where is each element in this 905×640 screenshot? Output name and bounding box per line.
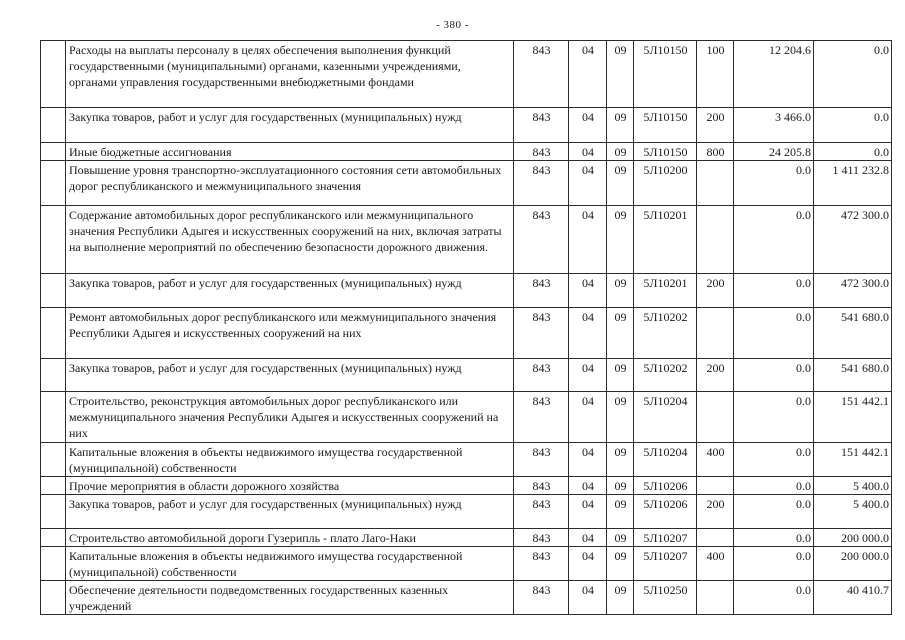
amount-1: 0.0 xyxy=(734,392,814,443)
expense-type-code xyxy=(697,308,734,359)
subsection-code: 09 xyxy=(607,41,634,108)
target-article-code: 5Л10204 xyxy=(634,392,697,443)
ved-code: 843 xyxy=(514,581,569,615)
amount-1: 0.0 xyxy=(734,359,814,392)
section-code: 04 xyxy=(569,495,607,529)
target-article-code: 5Л10200 xyxy=(634,161,697,206)
item-name: Строительство, реконструкция автомобильных дорог республиканского или межмуниципального значения Республики Адыгея и искусственных сооружений на них xyxy=(66,392,514,443)
table-row xyxy=(41,443,892,477)
amount-1: 0.0 xyxy=(734,547,814,581)
table-row xyxy=(41,108,892,143)
row-index-cell xyxy=(41,392,66,443)
expense-type-code xyxy=(697,529,734,547)
ved-code: 843 xyxy=(514,392,569,443)
section-code: 04 xyxy=(569,274,607,308)
table-body xyxy=(41,41,892,615)
target-article-code: 5Л10202 xyxy=(634,308,697,359)
table-row xyxy=(41,529,892,547)
item-name: Строительство автомобильной дороги Гузерипль - плато Лаго-Наки xyxy=(66,529,514,547)
subsection-code: 09 xyxy=(607,108,634,143)
amount-1: 0.0 xyxy=(734,495,814,529)
expense-type-code xyxy=(697,477,734,495)
item-name: Иные бюджетные ассигнования xyxy=(66,143,514,161)
expense-type-code xyxy=(697,392,734,443)
amount-1: 0.0 xyxy=(734,206,814,274)
expense-type-code xyxy=(697,206,734,274)
section-code: 04 xyxy=(569,206,607,274)
amount-2: 0.0 xyxy=(814,108,892,143)
section-code: 04 xyxy=(569,108,607,143)
section-code: 04 xyxy=(569,392,607,443)
target-article-code: 5Л10150 xyxy=(634,41,697,108)
row-index-cell xyxy=(41,547,66,581)
target-article-code: 5Л10250 xyxy=(634,581,697,615)
ved-code: 843 xyxy=(514,477,569,495)
subsection-code: 09 xyxy=(607,308,634,359)
table-row xyxy=(41,495,892,529)
expense-type-code: 800 xyxy=(697,143,734,161)
expense-type-code: 200 xyxy=(697,108,734,143)
item-name: Расходы на выплаты персоналу в целях обеспечения выполнения функций государственными (муниципальными) органами, казенными учреждениями, органами управления государственными внебюджетными фондами xyxy=(66,41,514,108)
subsection-code: 09 xyxy=(607,495,634,529)
table-row xyxy=(41,581,892,615)
target-article-code: 5Л10150 xyxy=(634,143,697,161)
amount-2: 472 300.0 xyxy=(814,274,892,308)
row-index-cell xyxy=(41,143,66,161)
target-article-code: 5Л10206 xyxy=(634,477,697,495)
amount-2: 0.0 xyxy=(814,41,892,108)
row-index-cell xyxy=(41,581,66,615)
row-index-cell xyxy=(41,308,66,359)
ved-code: 843 xyxy=(514,495,569,529)
row-index-cell xyxy=(41,206,66,274)
subsection-code: 09 xyxy=(607,529,634,547)
amount-2: 472 300.0 xyxy=(814,206,892,274)
amount-1: 0.0 xyxy=(734,274,814,308)
amount-2: 151 442.1 xyxy=(814,392,892,443)
section-code: 04 xyxy=(569,581,607,615)
amount-1: 24 205.8 xyxy=(734,143,814,161)
ved-code: 843 xyxy=(514,529,569,547)
row-index-cell xyxy=(41,274,66,308)
item-name: Прочие мероприятия в области дорожного хозяйства xyxy=(66,477,514,495)
ved-code: 843 xyxy=(514,108,569,143)
expense-type-code: 200 xyxy=(697,495,734,529)
table-row xyxy=(41,392,892,443)
row-index-cell xyxy=(41,359,66,392)
row-index-cell xyxy=(41,495,66,529)
row-index-cell xyxy=(41,161,66,206)
table-row xyxy=(41,308,892,359)
subsection-code: 09 xyxy=(607,206,634,274)
subsection-code: 09 xyxy=(607,581,634,615)
row-index-cell xyxy=(41,529,66,547)
amount-1: 12 204.6 xyxy=(734,41,814,108)
table-row xyxy=(41,547,892,581)
row-index-cell xyxy=(41,477,66,495)
expense-type-code: 200 xyxy=(697,359,734,392)
subsection-code: 09 xyxy=(607,161,634,206)
amount-1: 0.0 xyxy=(734,308,814,359)
ved-code: 843 xyxy=(514,206,569,274)
table-row xyxy=(41,274,892,308)
subsection-code: 09 xyxy=(607,477,634,495)
item-name: Закупка товаров, работ и услуг для государственных (муниципальных) нужд xyxy=(66,359,514,392)
section-code: 04 xyxy=(569,161,607,206)
section-code: 04 xyxy=(569,308,607,359)
section-code: 04 xyxy=(569,547,607,581)
amount-2: 541 680.0 xyxy=(814,359,892,392)
amount-2: 0.0 xyxy=(814,143,892,161)
target-article-code: 5Л10207 xyxy=(634,529,697,547)
item-name: Ремонт автомобильных дорог республиканского или межмуниципального значения Республики Адыгея и искусственных сооружений на них xyxy=(66,308,514,359)
expense-type-code: 100 xyxy=(697,41,734,108)
target-article-code: 5Л10201 xyxy=(634,274,697,308)
table-row xyxy=(41,41,892,108)
row-index-cell xyxy=(41,41,66,108)
target-article-code: 5Л10204 xyxy=(634,443,697,477)
budget-table xyxy=(40,40,892,615)
target-article-code: 5Л10150 xyxy=(634,108,697,143)
item-name: Закупка товаров, работ и услуг для государственных (муниципальных) нужд xyxy=(66,108,514,143)
ved-code: 843 xyxy=(514,359,569,392)
item-name: Обеспечение деятельности подведомственных государственных казенных учреждений xyxy=(66,581,514,615)
expense-type-code xyxy=(697,581,734,615)
amount-1: 0.0 xyxy=(734,161,814,206)
ved-code: 843 xyxy=(514,274,569,308)
row-index-cell xyxy=(41,108,66,143)
subsection-code: 09 xyxy=(607,274,634,308)
expense-type-code xyxy=(697,161,734,206)
ved-code: 843 xyxy=(514,41,569,108)
item-name: Закупка товаров, работ и услуг для государственных (муниципальных) нужд xyxy=(66,274,514,308)
amount-2: 5 400.0 xyxy=(814,495,892,529)
section-code: 04 xyxy=(569,143,607,161)
ved-code: 843 xyxy=(514,443,569,477)
item-name: Повышение уровня транспортно-эксплуатационного состояния сети автомобильных дорог республиканского и межмуниципального значения xyxy=(66,161,514,206)
expense-type-code: 200 xyxy=(697,274,734,308)
ved-code: 843 xyxy=(514,143,569,161)
ved-code: 843 xyxy=(514,308,569,359)
amount-1: 0.0 xyxy=(734,477,814,495)
target-article-code: 5Л10201 xyxy=(634,206,697,274)
amount-2: 1 411 232.8 xyxy=(814,161,892,206)
target-article-code: 5Л10206 xyxy=(634,495,697,529)
amount-2: 40 410.7 xyxy=(814,581,892,615)
table-row xyxy=(41,161,892,206)
table-row xyxy=(41,477,892,495)
section-code: 04 xyxy=(569,443,607,477)
target-article-code: 5Л10207 xyxy=(634,547,697,581)
amount-1: 0.0 xyxy=(734,529,814,547)
ved-code: 843 xyxy=(514,547,569,581)
section-code: 04 xyxy=(569,529,607,547)
table-row xyxy=(41,143,892,161)
subsection-code: 09 xyxy=(607,143,634,161)
section-code: 04 xyxy=(569,41,607,108)
subsection-code: 09 xyxy=(607,547,634,581)
item-name: Капитальные вложения в объекты недвижимого имущества государственной (муниципальной) собственности xyxy=(66,443,514,477)
subsection-code: 09 xyxy=(607,392,634,443)
target-article-code: 5Л10202 xyxy=(634,359,697,392)
amount-1: 0.0 xyxy=(734,581,814,615)
expense-type-code: 400 xyxy=(697,443,734,477)
expense-type-code: 400 xyxy=(697,547,734,581)
ved-code: 843 xyxy=(514,161,569,206)
item-name: Капитальные вложения в объекты недвижимого имущества государственной (муниципальной) собственности xyxy=(66,547,514,581)
amount-1: 0.0 xyxy=(734,443,814,477)
subsection-code: 09 xyxy=(607,359,634,392)
page-number: - 380 - xyxy=(436,19,469,31)
amount-2: 5 400.0 xyxy=(814,477,892,495)
table-row xyxy=(41,359,892,392)
amount-2: 151 442.1 xyxy=(814,443,892,477)
amount-2: 541 680.0 xyxy=(814,308,892,359)
amount-2: 200 000.0 xyxy=(814,547,892,581)
item-name: Содержание автомобильных дорог республиканского или межмуниципального значения Республики Адыгея и искусственных сооружений на них, включая затраты на выполнение мероприятий по обеспечению безопасности дорожного движения. xyxy=(66,206,514,274)
table-row xyxy=(41,206,892,274)
section-code: 04 xyxy=(569,359,607,392)
row-index-cell xyxy=(41,443,66,477)
amount-1: 3 466.0 xyxy=(734,108,814,143)
subsection-code: 09 xyxy=(607,443,634,477)
amount-2: 200 000.0 xyxy=(814,529,892,547)
section-code: 04 xyxy=(569,477,607,495)
item-name: Закупка товаров, работ и услуг для государственных (муниципальных) нужд xyxy=(66,495,514,529)
